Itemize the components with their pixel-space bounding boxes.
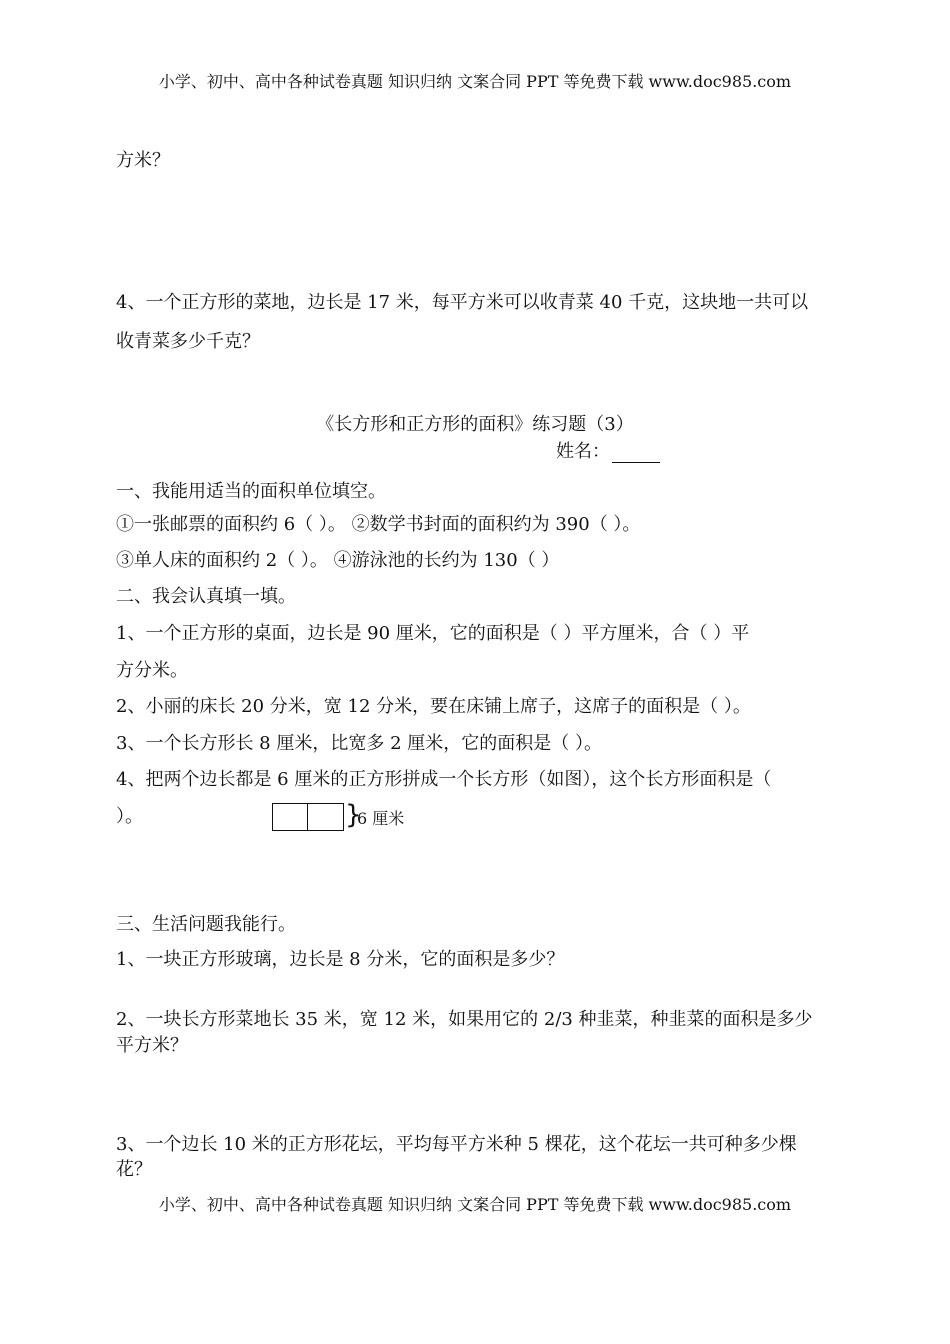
question-4-line-1: 4、一个正方形的菜地，边长是 17 米，每平方米可以收青菜 40 千克，这块地一共可以: [116, 292, 809, 313]
two-squares-figure: [272, 803, 344, 831]
section-2-q3: 3、一个长方形长 8 厘米，比宽多 2 厘米，它的面积是（ ）。: [116, 733, 602, 754]
worksheet-title: 《长方形和正方形的面积》练习题（3）: [316, 414, 634, 435]
continuation-text: 方米？: [116, 150, 170, 171]
section-3-q3-line-2: 花？: [116, 1159, 152, 1180]
section-2-q2: 2、小丽的床长 20 分米，宽 12 分米，要在床铺上席子，这席子的面积是（ ）。: [116, 696, 751, 717]
question-4-line-2: 收青菜多少千克？: [116, 331, 260, 352]
section-1-heading: 一、我能用适当的面积单位填空。: [116, 481, 386, 502]
section-2-heading: 二、我会认真填一填。: [116, 586, 296, 607]
section-2-q4-line-1: 4、把两个边长都是 6 厘米的正方形拼成一个长方形（如图），这个长方形面积是（: [116, 769, 772, 790]
name-field: [556, 437, 660, 463]
section-3-q3-line-1: 3、一个边长 10 米的正方形花坛，平均每平方米种 5 棵花，这个花坛一共可种多少棵: [116, 1134, 797, 1155]
section-1-row-1: ①一张邮票的面积约 6（ ）。 ②数学书封面的面积约为 390（ ）。: [116, 514, 641, 535]
section-2-q4-line-2: ）。: [116, 806, 143, 827]
section-2-q1-line-1: 1、一个正方形的桌面，边长是 90 厘米，它的面积是（ ）平方厘米，合（ ）平: [116, 623, 750, 644]
figure-label: 6 厘米: [357, 809, 405, 828]
figure-divider: [307, 804, 308, 830]
section-3-q2-line-2: 平方米？: [116, 1035, 188, 1056]
section-2-q1-line-2: 方分米。: [116, 660, 188, 681]
name-label: 姓名：: [556, 441, 610, 462]
section-3-heading: 三、生活问题我能行。: [116, 914, 296, 935]
page-footer: 小学、初中、高中各种试卷真题 知识归纳 文案合同 PPT 等免费下载 www.doc985.com: [158, 1195, 792, 1214]
section-1-row-2: ③单人床的面积约 2（ ）。 ④游泳池的长约为 130（ ）: [116, 550, 560, 571]
section-3-q1: 1、一块正方形玻璃，边长是 8 分米，它的面积是多少？: [116, 949, 565, 970]
section-3-q2-line-1: 2、一块长方形菜地长 35 米，宽 12 米，如果用它的 2/3 种韭菜，种韭菜的面积是多少: [116, 1009, 813, 1030]
brace-icon: }: [345, 800, 362, 830]
name-blank: [612, 446, 660, 463]
page-header: 小学、初中、高中各种试卷真题 知识归纳 文案合同 PPT 等免费下载 www.doc985.com: [158, 72, 792, 91]
